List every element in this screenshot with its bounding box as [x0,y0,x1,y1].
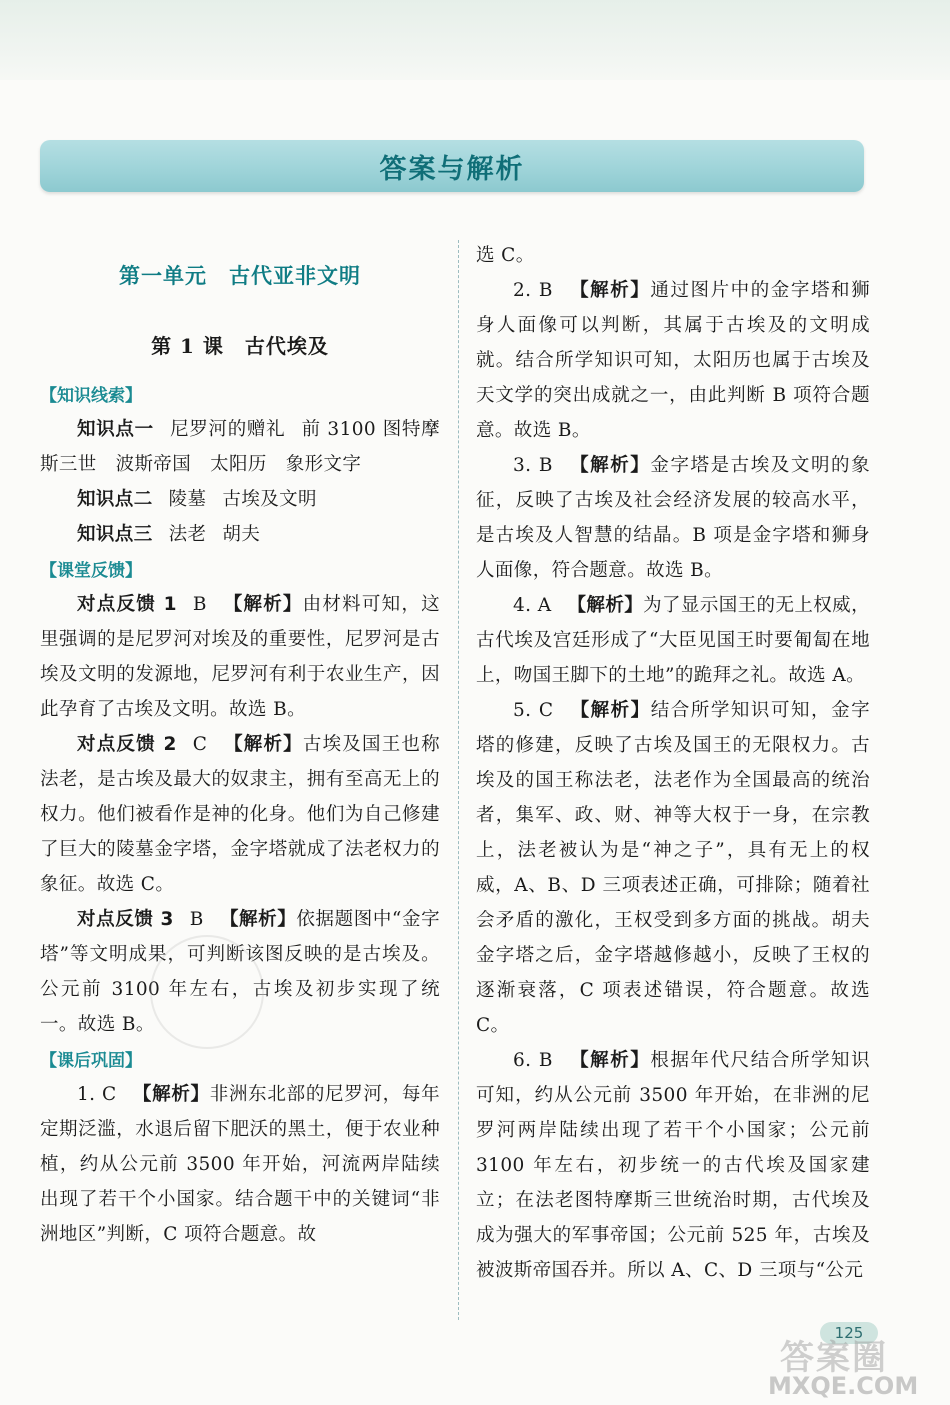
analysis-tag: 【解析】 [222,594,303,615]
feedback-2-label: 对点反馈 2 [77,734,177,755]
answer-title-banner [40,140,864,192]
analysis-tag: 【解析】 [568,1050,651,1071]
section-knowledge-label: 【知识线索】 [40,386,142,406]
watermark-logo: 答案圈 [780,1338,888,1378]
kp2-label: 知识点二 [77,489,153,510]
question-3-text: 金字塔是古埃及文明的象征，反映了古埃及社会经济发展的较高水平，是古埃及人智慧的结晶。B 项是金字塔和狮身人面像，符合题意。故选 B。 [476,455,870,581]
question-6-text: 根据年代尺结合所学知识可知，约从公元前 3500 年开始，在非洲的尼罗河两岸陆续出现了若干个小国家；公元前 3100 年左右，初步统一的古代埃及国家建立；在法老图特摩斯三世统治时期，古代埃及成为强大的军事帝国；公元前 525 年，古埃及被波斯帝国吞并。所以 A、C、D 三项与“公元 [476,1050,870,1281]
analysis-tag: 【解析】 [569,700,651,721]
unit-title: 第一单元 古代亚非文明 [119,264,361,288]
page-number: 125 [820,1322,878,1344]
analysis-tag: 【解析】 [568,455,651,476]
kp1-item: 尼罗河的赠礼 [169,419,286,440]
feedback-2 [40,727,440,902]
knowledge-point-3 [40,517,440,552]
feedback-3-label: 对点反馈 3 [77,909,174,930]
section-classroom-label: 【课堂反馈】 [40,561,142,581]
question-5-text: 结合所学知识可知，金字塔的修建，反映了古埃及国王的无限权力。古埃及的国王称法老，法老作为全国最高的统治者，集军、政、财、神等大权于一身，在宗教上，法老被认为是“神之子”，具有无上的权威，A、B、D 三项表述正确，可排除；随着社会矛盾的激化，王权受到多方面的挑战。胡夫金字塔之后，金字塔越修越小，反映了王权的逐渐衰落，C 项表述错误，符合题意。故选 C。 [476,700,871,1036]
knowledge-point-2 [40,482,440,517]
question-1 [40,1077,440,1252]
question-2-text: 通过图片中的金字塔和狮身人面像可以判断，其属于古埃及的文明成就。结合所学知识可知，太阳历也属于古埃及天文学的突出成就之一，由此判断 B 项符合题意。故选 B。 [476,280,870,441]
question-3-number: 3. B [513,455,553,476]
question-4-number: 4. A [513,595,552,616]
analysis-tag: 【解析】 [223,734,303,755]
kp1-continuation: 图特摩斯三世 波斯帝国 太阳历 象形文字 [40,419,441,475]
feedback-1-text: 由材料可知，这里强调的是尼罗河对埃及的重要性，尼罗河是古埃及文明的发源地，尼罗河有利于农业生产，因此孕育了古埃及文明。故选 B。 [40,594,440,720]
knowledge-point-1 [40,412,440,482]
kp1-label: 知识点一 [77,419,154,440]
question-4-text: 为了显示国王的无上权威，古代埃及宫廷形成了“大臣见国王时要匍匐在地上，吻国王脚下的土地”的跪拜之礼。故选 A。 [476,595,870,686]
feedback-1-answer: B [192,594,207,615]
question-2 [476,273,870,448]
question-5 [476,693,870,1043]
question-6 [476,1043,870,1288]
right-column [476,238,870,1288]
feedback-2-answer: C [192,734,208,755]
feedback-3-answer: B [189,909,204,930]
question-1-carryover: 选 C。 [476,245,535,266]
question-2-number: 2. B [513,280,553,301]
kp1-item: 前 3100 [301,419,377,440]
feedback-3-text: 依据题图中“金字塔”等文明成果，可判断该图反映的是古埃及。公元前 3100 年左右，古埃及初步实现了统一。故选 B。 [40,909,440,1035]
analysis-tag: 【解析】 [567,595,644,616]
feedback-1-label: 对点反馈 1 [77,594,177,615]
kp3-item: 胡夫 [222,524,261,545]
kp2-item: 陵墓 [168,489,207,510]
question-1-number: 1. C [77,1084,117,1105]
lesson-title: 第 1 课 古代埃及 [151,334,329,358]
question-1-text: 非洲东北部的尼罗河，每年定期泛滥，水退后留下肥沃的黑土，便于农业种植，约从公元前 3500 年开始，河流两岸陆续出现了若干个小国家。结合题干中的关键词“非洲地区”判断，C 项符合题意。故 [40,1084,440,1245]
analysis-tag: 【解析】 [568,280,651,301]
kp3-label: 知识点三 [77,524,153,545]
analysis-tag: 【解析】 [132,1084,210,1105]
question-5-number: 5. C [513,700,554,721]
kp2-item: 古埃及文明 [222,489,317,510]
column-divider [458,240,460,1320]
page-title: 答案与解析 [379,153,525,185]
page-top-band [0,0,950,80]
watermark-url: MXQE.COM [768,1372,919,1400]
watermark-seal [150,935,264,1049]
question-6-number: 6. B [513,1050,553,1071]
analysis-tag: 【解析】 [219,909,297,930]
kp3-item: 法老 [168,524,207,545]
section-after-class-label: 【课后巩固】 [40,1051,142,1071]
feedback-2-text: 古埃及国王也称法老，是古埃及最大的奴隶主，拥有至高无上的权力。他们被看作是神的化身。他们为自己修建了巨大的陵墓金字塔，金字塔就成了法老权力的象征。故选 C。 [40,734,440,895]
question-3 [476,448,870,588]
left-column [40,250,440,1252]
feedback-1 [40,587,440,727]
question-4 [476,588,870,693]
